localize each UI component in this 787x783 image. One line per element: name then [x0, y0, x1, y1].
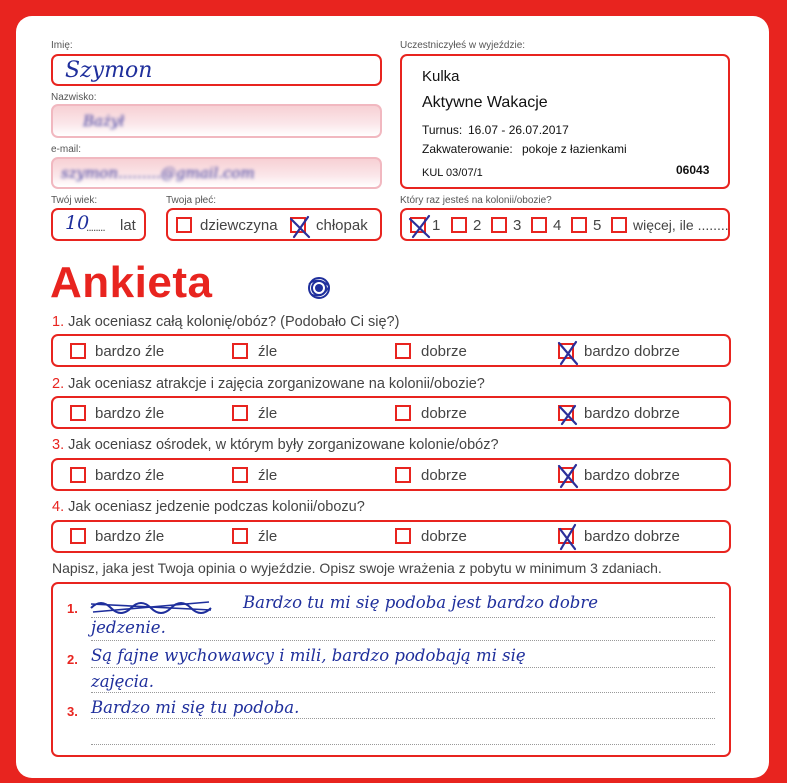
q4-option-good-checkbox[interactable]: [395, 528, 411, 544]
times-more-label: więcej, ile ........: [633, 217, 729, 233]
gender-male-label: chłopak: [316, 217, 368, 234]
q4-option-very-good-label: bardzo dobrze: [584, 528, 680, 545]
q1-option-very-good-label: bardzo dobrze: [584, 343, 680, 360]
q2-option-good-checkbox[interactable]: [395, 405, 411, 421]
q2-option-very-good-label: bardzo dobrze: [584, 405, 680, 422]
times-2-label: 2: [473, 217, 482, 234]
times-5-label: 5: [593, 217, 602, 234]
q4-option-very-bad-checkbox[interactable]: [70, 528, 86, 544]
q4-option-bad-label: źle: [258, 528, 278, 545]
gender-female-checkbox[interactable]: [176, 217, 192, 233]
q2-option-very-good-checkbox[interactable]: [558, 405, 574, 421]
opinion-prompt: Napisz, jaka jest Twoja opinia o wyjeździe. Opisz swoje wrażenia z pobytu w minimum 3 zdaniach.: [52, 560, 662, 576]
trip-code: KUL 03/07/1: [422, 167, 483, 179]
age-value: 10: [65, 212, 90, 234]
q2-option-very-bad-checkbox[interactable]: [70, 405, 86, 421]
question-2: 2. Jak oceniasz atrakcje i zajęcia zorganizowane na kolonii/obozie?: [52, 376, 485, 392]
trip-name: Kulka: [422, 68, 460, 85]
q3-option-very-good-label: bardzo dobrze: [584, 467, 680, 484]
crossed-out-scribble-icon: [89, 594, 219, 618]
age-field[interactable]: [51, 208, 146, 241]
q4-option-very-bad-label: bardzo źle: [95, 528, 165, 545]
check-x-icon: [557, 341, 579, 365]
question-3: 3. Jak oceniasz ośrodek, w którym były zorganizowane kolonie/obóz?: [52, 437, 499, 453]
accommodation-value: pokoje z łazienkami: [522, 142, 627, 156]
opinion-line: [91, 692, 715, 693]
check-x-icon: [557, 526, 579, 550]
answer-line-1: Bardzo tu mi się podoba jest bardzo dobre: [243, 593, 598, 612]
age-label: Twój wiek:: [51, 195, 98, 206]
question-1: 1. Jak oceniasz całą kolonię/obóz? (Podobało Ci się?): [52, 314, 400, 330]
q1-option-very-bad-checkbox[interactable]: [70, 343, 86, 359]
q1-option-good-label: dobrze: [421, 343, 467, 360]
surname-field[interactable]: [51, 104, 382, 138]
accommodation-label: Zakwaterowanie:: [422, 142, 513, 156]
q4-option-bad-checkbox[interactable]: [232, 528, 248, 544]
age-unit: lat: [120, 217, 136, 234]
q2-option-good-label: dobrze: [421, 405, 467, 422]
q2-option-very-bad-label: bardzo źle: [95, 405, 165, 422]
q2-option-bad-label: źle: [258, 405, 278, 422]
opinion-line: [91, 744, 715, 745]
q3-option-good-label: dobrze: [421, 467, 467, 484]
turnus-value: 16.07 - 26.07.2017: [468, 123, 569, 137]
q4-option-good-label: dobrze: [421, 528, 467, 545]
surname-label: Nazwisko:: [51, 92, 97, 103]
opinion-line: [91, 640, 715, 641]
answer-line-5: Bardzo mi się tu podoba.: [91, 698, 300, 717]
check-x-icon: [409, 215, 431, 239]
check-x-icon: [557, 403, 579, 427]
times-2-checkbox[interactable]: [451, 217, 467, 233]
surname-value: Bażył: [83, 112, 125, 130]
times-3-label: 3: [513, 217, 522, 234]
q4-option-very-good-checkbox[interactable]: [558, 528, 574, 544]
question-4: 4. Jak oceniasz jedzenie podczas kolonii/obozu?: [52, 499, 365, 515]
times-label: Który raz jesteś na kolonii/obozie?: [400, 195, 552, 206]
email-label: e-mail:: [51, 144, 82, 155]
answer-3-number: 3.: [67, 704, 78, 719]
q3-option-bad-checkbox[interactable]: [232, 467, 248, 483]
trip-number: 06043: [676, 163, 710, 177]
times-1-label: 1: [432, 217, 441, 234]
times-more-checkbox[interactable]: [611, 217, 627, 233]
email-field[interactable]: [51, 157, 382, 189]
q3-option-very-bad-label: bardzo źle: [95, 467, 165, 484]
answer-line-2: jedzenie.: [91, 618, 166, 637]
q1-option-good-checkbox[interactable]: [395, 343, 411, 359]
times-1-checkbox[interactable]: [410, 217, 426, 233]
q1-option-very-bad-label: bardzo źle: [95, 343, 165, 360]
check-x-icon: [557, 465, 579, 489]
email-value: szymon.........@gmail.com: [61, 164, 255, 182]
q3-option-bad-label: źle: [258, 467, 278, 484]
times-4-label: 4: [553, 217, 562, 234]
name-value: Szymon: [65, 58, 153, 83]
opinion-box[interactable]: [51, 582, 731, 757]
ink-scribble-icon: [305, 274, 333, 302]
q1-option-bad-checkbox[interactable]: [232, 343, 248, 359]
trip-info-box: [400, 54, 730, 189]
gender-label: Twoja płeć:: [166, 195, 217, 206]
gender-male-checkbox[interactable]: [290, 217, 306, 233]
age-dots: ........: [86, 220, 105, 234]
answer-line-4: zajęcia.: [91, 672, 155, 691]
q1-option-bad-label: źle: [258, 343, 278, 360]
turnus-label: Turnus:: [422, 123, 463, 137]
trip-program: Aktywne Wakacje: [422, 94, 548, 111]
times-3-checkbox[interactable]: [491, 217, 507, 233]
name-label: Imię:: [51, 40, 73, 51]
gender-female-label: dziewczyna: [200, 217, 278, 234]
times-5-checkbox[interactable]: [571, 217, 587, 233]
opinion-line: [91, 667, 715, 668]
times-4-checkbox[interactable]: [531, 217, 547, 233]
q3-option-very-good-checkbox[interactable]: [558, 467, 574, 483]
survey-title: Ankieta: [50, 258, 213, 307]
trip-label: Uczestniczyłeś w wyjeździe:: [400, 40, 526, 51]
answer-line-3: Są fajne wychowawcy i mili, bardzo podobają mi się: [91, 646, 526, 665]
answer-2-number: 2.: [67, 652, 78, 667]
q3-option-very-bad-checkbox[interactable]: [70, 467, 86, 483]
name-field[interactable]: [51, 54, 382, 86]
opinion-line: [91, 718, 715, 719]
answer-1-number: 1.: [67, 601, 78, 616]
check-x-icon: [289, 215, 311, 239]
q3-option-good-checkbox[interactable]: [395, 467, 411, 483]
q2-option-bad-checkbox[interactable]: [232, 405, 248, 421]
q1-option-very-good-checkbox[interactable]: [558, 343, 574, 359]
